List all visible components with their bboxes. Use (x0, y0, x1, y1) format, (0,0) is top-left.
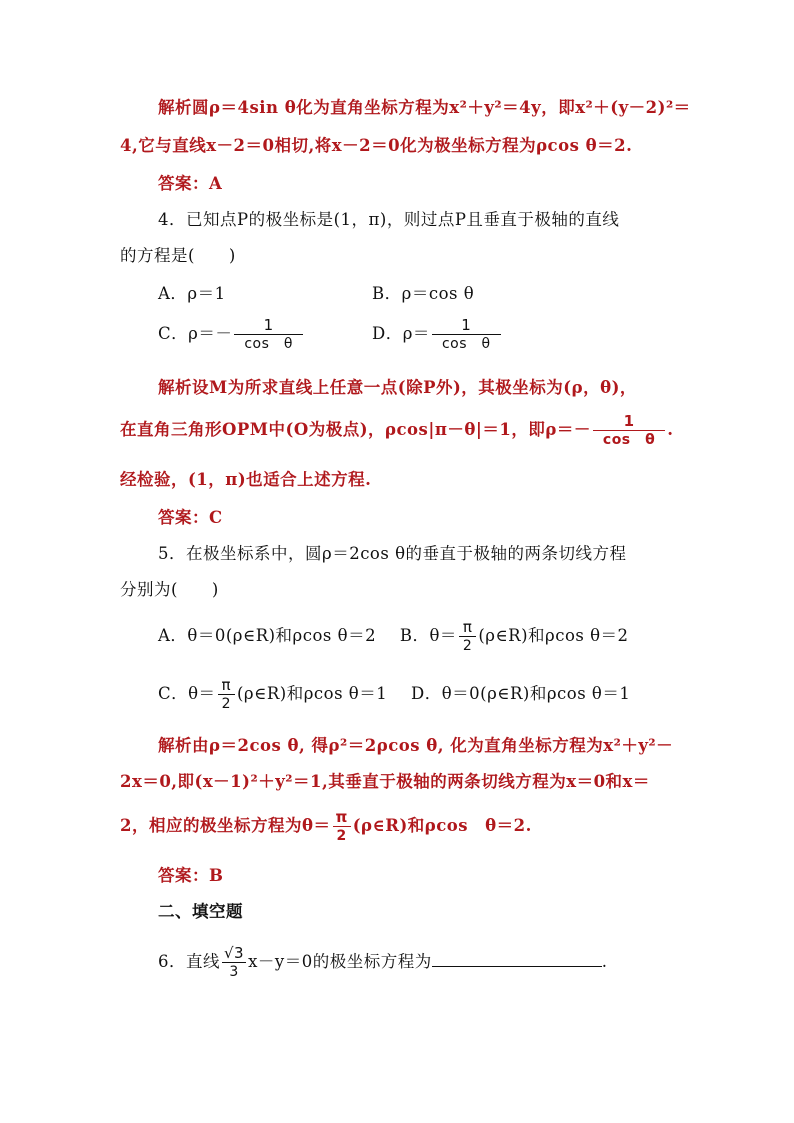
q3-analysis-line1: 解析圆ρ＝4sin θ化为直角坐标方程为x²＋y²＝4y，即x²＋(y－2)²＝ (158, 98, 691, 117)
q4-answer: 答案：C (158, 508, 223, 527)
q5-option-a: A．θ＝0(ρ∈R)和ρcos θ＝2 (158, 626, 377, 645)
q5-analysis-line3: 2，相应的极坐标方程为θ＝ $\frac{\pi}{2}$ (ρ∈R)和ρcos θ＝2. (120, 808, 532, 844)
q5-options-row2 (158, 676, 674, 713)
analysis-label: 解析 (158, 736, 192, 755)
q5-analysis-line2: 2x＝0,即(x－1)²＋y²＝1,其垂直于极轴的两条切线方程为x＝0和x＝ (120, 772, 650, 791)
fraction: $\frac{1}{\text{cos θ}}$ (593, 412, 665, 449)
q4-option-b: B．ρ＝cos θ (372, 284, 475, 303)
q4-analysis-line3: 经检验，(1，π)也适合上述方程. (120, 470, 372, 489)
q4-analysis-line2: 在直角三角形OPM中(O为极点)，ρcos|π－θ|＝1，即ρ＝－ $\frac{1}{\text{cos θ}}$ . (120, 412, 674, 448)
q5-answer: 答案：B (158, 866, 224, 885)
q4-analysis-line1: 解析设M为所求直线上任意一点(除P外)，其极坐标为(ρ，θ)， (158, 378, 637, 397)
q5-stem-line2: 分别为( ) (120, 580, 219, 599)
fraction: $\frac{\pi}{2}$ (333, 808, 351, 845)
q5-options-row1 (158, 618, 674, 655)
analysis-label: 解析 (158, 378, 192, 397)
q5-analysis-line1: 解析由ρ＝2cos θ, 得ρ²＝2ρcos θ, 化为直角坐标方程为x²＋y²－ (158, 736, 674, 755)
fraction: $\frac{\pi}{2}$ (459, 618, 476, 655)
q5-option-c: C．θ＝ $\frac{\pi}{2}$ (ρ∈R)和ρcos θ＝1 (158, 676, 388, 712)
q3-answer: 答案：A (158, 174, 223, 193)
analysis-label: 解析 (158, 98, 192, 117)
fraction: $\frac{√3}{3}$ (224, 944, 245, 980)
q4-option-c: C．ρ＝－ $\frac{1}{\text{cos θ}}$ (158, 316, 674, 353)
q5-option-b: B．θ＝ $\frac{\pi}{2}$ (ρ∈R)和ρcos θ＝2 (399, 618, 629, 654)
q5-option-d: D．θ＝0(ρ∈R)和ρcos θ＝1 (410, 684, 631, 703)
q4-stem-line2: 的方程是( ) (120, 246, 236, 265)
q4-option-d: D．ρ＝ $\frac{1}{\text{cos θ}}$ (372, 316, 674, 353)
answer-blank[interactable] (432, 950, 602, 967)
q6-stem: 6．直线 $\frac{√3}{3}$ x－y＝0的极坐标方程为 . (158, 944, 608, 980)
section-title: 二、填空题 (158, 902, 243, 921)
fraction: $\frac{1}{\text{cos θ}}$ (234, 316, 303, 353)
fraction: $\frac{1}{\text{cos θ}}$ (432, 316, 501, 353)
fraction: $\frac{\pi}{2}$ (218, 676, 235, 713)
q3-analysis-line2: 4,它与直线x－2＝0相切,将x－2＝0化为极坐标方程为ρcos θ＝2. (120, 136, 633, 155)
q5-stem-line1: 5．在极坐标系中，圆ρ＝2cos θ的垂直于极轴的两条切线方程 (158, 544, 627, 563)
q4-option-a: A．ρ＝1 (158, 284, 226, 303)
q4-stem-line1: 4．已知点P的极坐标是(1，π)，则过点P且垂直于极轴的直线 (158, 210, 620, 229)
